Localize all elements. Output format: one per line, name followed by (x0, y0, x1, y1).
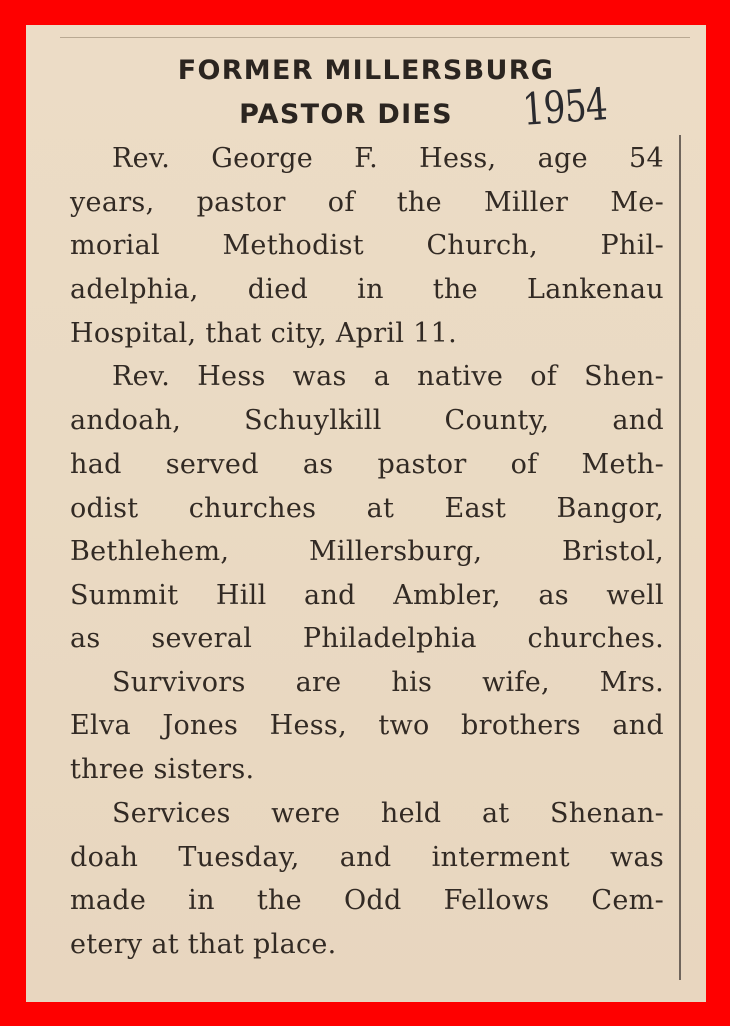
headline-line-2: PASTOR DIES (239, 99, 453, 130)
article-line: Elva Jones Hess, two brothers and (70, 710, 664, 741)
article-line: years, pastor of the Miller Me- (70, 187, 664, 218)
article-line: Hospital, that city, April 11. (70, 318, 458, 349)
article-line: Services were held at Shenan- (112, 798, 664, 829)
handwritten-year: 1954 (521, 79, 609, 136)
column-rule (679, 135, 681, 980)
article-line: made in the Odd Fellows Cem- (70, 885, 664, 916)
article-line: Rev. Hess was a native of Shen- (112, 361, 664, 392)
article-line: Rev. George F. Hess, age 54 (112, 143, 664, 174)
article-line: odist churches at East Bangor, (70, 493, 664, 524)
article-line: Survivors are his wife, Mrs. (112, 667, 664, 698)
article-line: etery at that place. (70, 929, 337, 960)
article-line: andoah, Schuylkill County, and (70, 405, 664, 436)
headline-line-1: FORMER MILLERSBURG (177, 55, 555, 86)
article-line: Summit Hill and Ambler, as well (70, 580, 664, 611)
article-line: doah Tuesday, and interment was (70, 842, 664, 873)
top-rule (60, 37, 690, 38)
article-line: had served as pastor of Meth- (70, 449, 664, 480)
article-line: Bethlehem, Millersburg, Bristol, (70, 536, 664, 567)
newspaper-clipping (26, 25, 706, 1002)
article-line: adelphia, died in the Lankenau (70, 274, 664, 305)
article-line: three sisters. (70, 754, 255, 785)
article-line: as several Philadelphia churches. (70, 623, 664, 654)
article-line: morial Methodist Church, Phil- (70, 230, 664, 261)
